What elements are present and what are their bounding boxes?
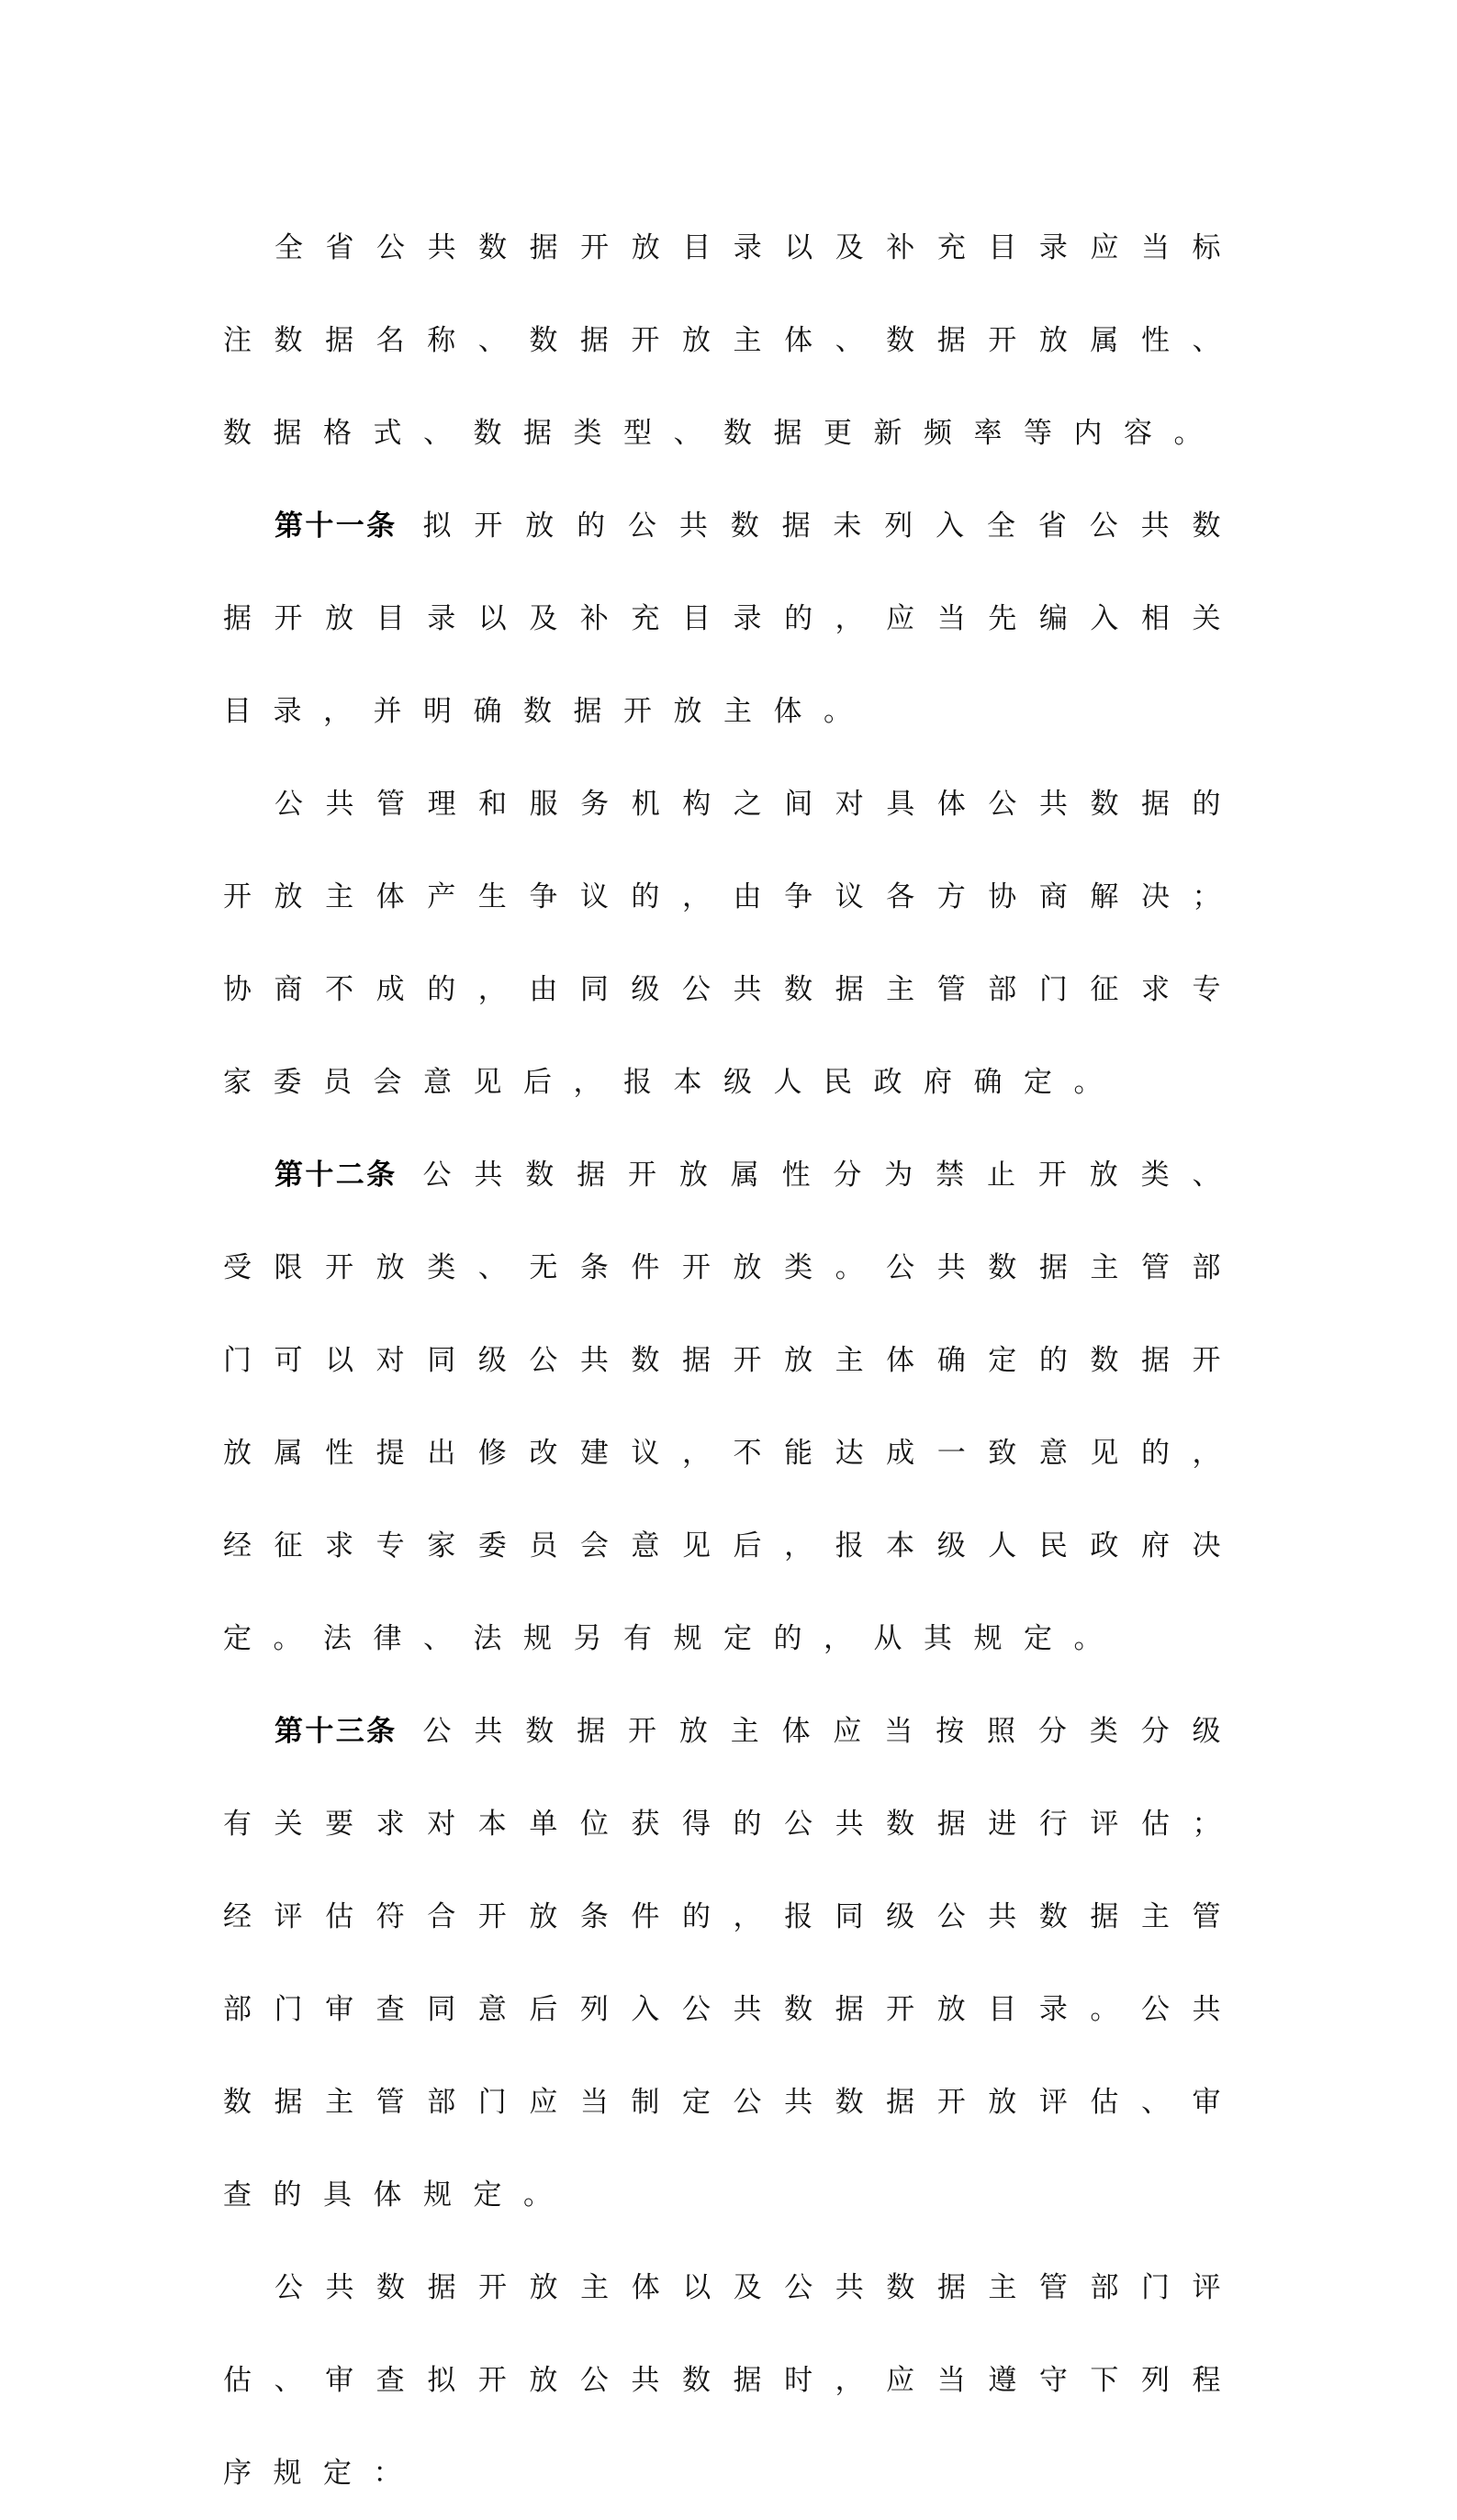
- paragraph-catalog-content: [223, 202, 1242, 480]
- paragraph-dispute-resolution: [223, 758, 1242, 1129]
- document-page: [223, 202, 1242, 2520]
- paragraph-article-12: [223, 1129, 1242, 1686]
- article-number: 第十二条: [275, 1159, 398, 1192]
- article-number: 第十三条: [275, 1715, 398, 1748]
- paragraph-procedure-rules: [223, 2242, 1242, 2520]
- paragraph-article-11: [223, 480, 1242, 758]
- paragraph-text: 公共数据开放主体应当按照分类分级有关要求对本单位获得的公共数据进行评估；经评估符合开放条件的，报同级公共数据主管部门审查同意后列入公共数据开放目录。公共数据主管部门应当制定公共数据开放评估、审查的具体规定。: [223, 1715, 1243, 2212]
- paragraph-text: 公共管理和服务机构之间对具体公共数据的开放主体产生争议的，由争议各方协商解决；协商不成的，由同级公共数据主管部门征求专家委员会意见后，报本级人民政府确定。: [223, 788, 1242, 1099]
- paragraph-text: 拟开放的公共数据未列入全省公共数据开放目录以及补充目录的，应当先编入相关目录，并明确数据开放主体。: [223, 510, 1243, 728]
- paragraph-text: 公共数据开放属性分为禁止开放类、受限开放类、无条件开放类。公共数据主管部门可以对同级公共数据开放主体确定的数据开放属性提出修改建议，不能达成一致意见的，经征求专家委员会意见后，报本级人民政府决定。法律、法规另有规定的，从其规定。: [223, 1159, 1243, 1655]
- paragraph-article-13: [223, 1686, 1242, 2242]
- article-number: 第十一条: [275, 510, 398, 543]
- paragraph-text: 全省公共数据开放目录以及补充目录应当标注数据名称、数据开放主体、数据开放属性、数据格式、数据类型、数据更新频率等内容。: [223, 231, 1242, 450]
- paragraph-text: 公共数据开放主体以及公共数据主管部门评估、审查拟开放公共数据时，应当遵守下列程序规定：: [223, 2271, 1242, 2490]
